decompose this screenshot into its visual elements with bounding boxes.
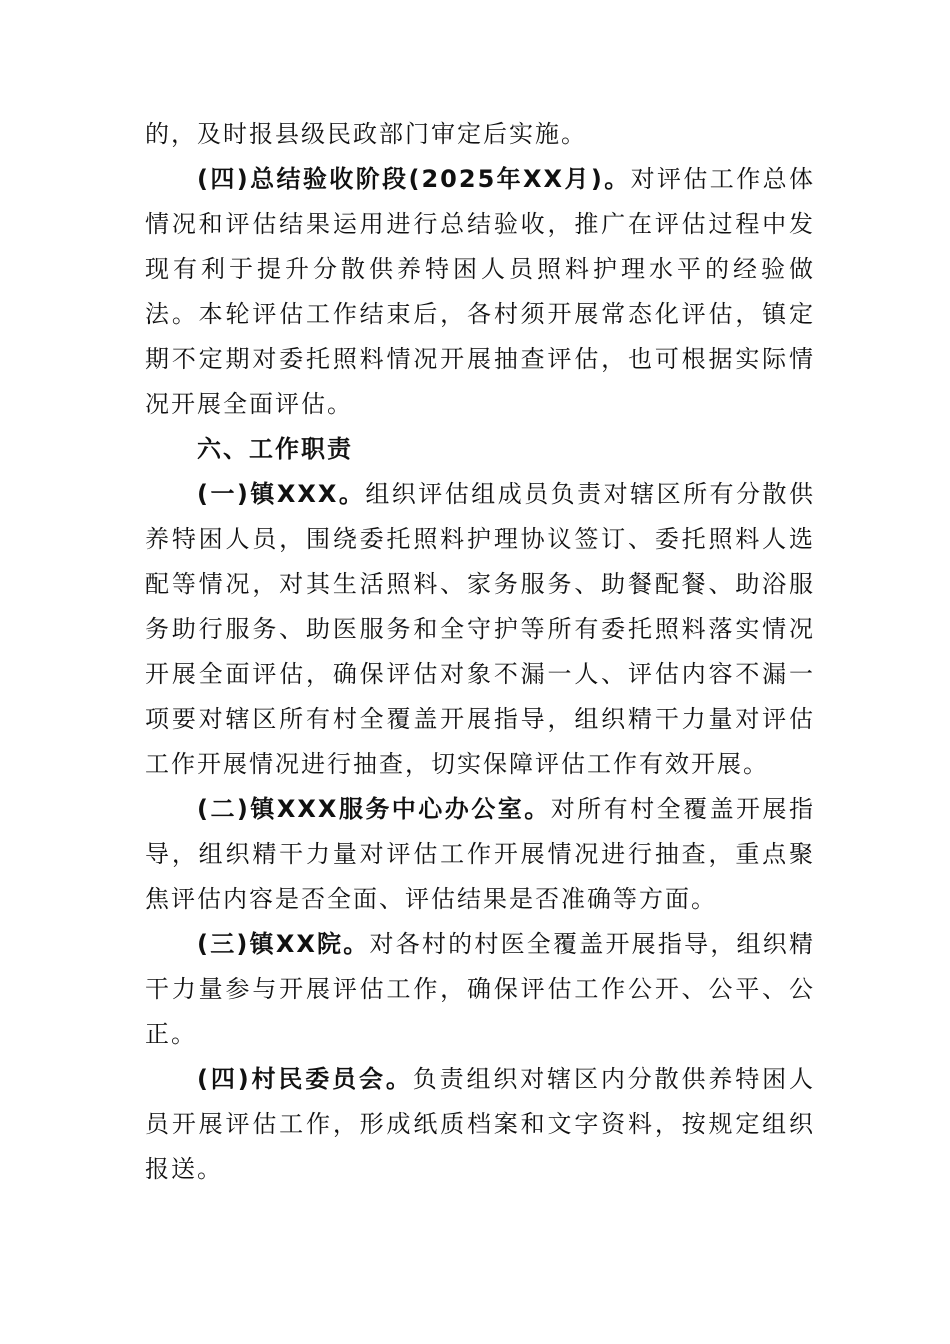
paragraph-duty-2 — [145, 787, 815, 922]
paragraph-lead: (四)村民委员会。 — [197, 1065, 413, 1093]
paragraph-continuation — [145, 112, 815, 157]
paragraph-lead: (四)总结验收阶段(2025年XX月)。 — [197, 165, 631, 193]
paragraph-lead: (三)镇XX院。 — [197, 930, 370, 958]
paragraph-duty-1 — [145, 472, 815, 787]
paragraph-text: 对评估工作总体情况和评估结果运用进行总结验收，推广在评估过程中发现有利于提升分散供养特困人员照料护理水平的经验做法。本轮评估工作结束后，各村须开展常态化评估，镇定期不定期对委托照料情况开展抽查评估，也可根据实际情况开展全面评估。 — [145, 165, 815, 418]
paragraph-lead: (二)镇XXX服务中心办公室。 — [197, 795, 551, 823]
paragraph-lead: (一)镇XXX。 — [197, 480, 366, 508]
paragraph-summary-stage — [145, 157, 815, 427]
paragraph-text: 负责组织对辖区内分散供养特困人员开展评估工作，形成纸质档案和文字资料，按规定组织报送。 — [145, 1065, 816, 1183]
paragraph-duty-4 — [145, 1057, 815, 1192]
paragraph-text: 对所有村全覆盖开展指导，组织精干力量对评估工作开展情况进行抽查，重点聚焦评估内容是否全面、评估结果是否准确等方面。 — [145, 795, 816, 913]
paragraph-text: 对各村的村医全覆盖开展指导，组织精干力量参与开展评估工作，确保评估工作公开、公平、公正。 — [145, 930, 815, 1048]
document-body — [145, 112, 815, 1192]
paragraph-duty-3 — [145, 922, 815, 1057]
paragraph-text: 组织评估组成员负责对辖区所有分散供养特困人员，围绕委托照料护理协议签订、委托照料人选配等情况，对其生活照料、家务服务、助餐配餐、助浴服务助行服务、助医服务和全守护等所有委托照料落实情况开展全面评估，确保评估对象不漏一人、评估内容不漏一项要对辖区所有村全覆盖开展指导，组织精干力量对评估工作开展情况进行抽查，切实保障评估工作有效开展。 — [145, 480, 815, 778]
section-heading: 六、工作职责 — [197, 435, 353, 463]
paragraph-text: 的，及时报县级民政部门审定后实施。 — [145, 120, 587, 148]
